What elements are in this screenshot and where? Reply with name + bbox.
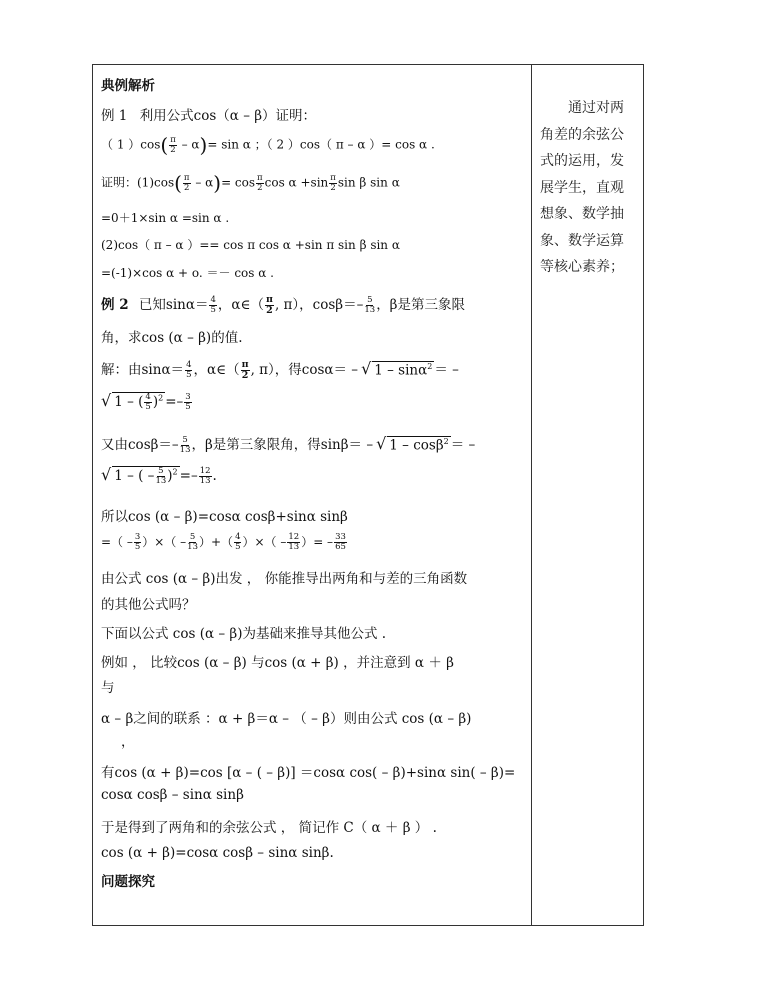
solution-line-6: =（ – $\frac{3}{5}$ ）×（ – $\frac{5}{13}$ ）+（ $\frac{4}{5}$ ）×（ – $\frac{12}{13}$ ）= – $\frac{33}{65}$ <box>101 532 346 552</box>
example-2-question-2: 角，求cos (α – β)的值. <box>101 330 243 346</box>
section-title: 典例解析 <box>101 78 155 94</box>
body-line-2: 的其他公式吗？ <box>101 597 196 613</box>
example-2-question-1: 例 2 已知sinα＝ $\frac{4}{5}$ ，α∈（ $\frac{\pi}{2}$ , π），cosβ＝– $\frac{5}{13}$ ，β是第三象限 <box>101 294 465 316</box>
lesson-table <box>92 64 644 926</box>
solution-line-2: √ 1 – ( $\frac{4}{5}$ )$^2$ =– $\frac{3}{5}$ <box>101 391 191 412</box>
body-line-4: 例如 ， 比较cos (α – β) 与cos (α + β) ，并注意到 α ＋ β <box>101 655 454 671</box>
body-line-5: 与 <box>101 680 115 696</box>
proof-line-3: (2)cos（ π – α ）== cos π cos α +sin π sin β sin α <box>101 238 400 252</box>
example-1-text: 利用公式cos（α – β）证明： <box>139 108 317 124</box>
body-line-9: cosα cosβ – sinα sinβ <box>101 787 244 803</box>
body-line-7: ， <box>121 734 135 750</box>
solution-line-5: 所以cos (α – β)=cosα cosβ+sinα sinβ <box>101 509 348 525</box>
body-line-3: 下面以公式 cos (α – β)为基础来推导其他公式 . <box>101 626 387 642</box>
example-1-heading <box>101 104 316 124</box>
body-line-8: 有cos (α + β)=cos [α – ( – β)] ＝cosα cos( – β)+sinα sin( – β)= <box>101 765 516 781</box>
body-line-10: 于是得到了两角和的余弦公式 ， 简记作 C（ α ＋ β ） . <box>101 820 437 836</box>
example-1-label: 例 1 <box>101 108 128 124</box>
body-line-1: 由公式 cos (α – β)出发 ， 你能推导出两角和与差的三角函数 <box>101 571 468 587</box>
section-heading: 问题探究 <box>101 874 155 890</box>
example-1-parts: （ 1 ）cos( $\frac{\pi}{2}$ – α)= sin α ；（ 2 ）cos（ π – α ）= cos α . <box>101 133 435 157</box>
column-divider <box>531 65 532 925</box>
solution-line-3: 又由cosβ＝– $\frac{5}{13}$ ，β是第三象限角，得sinβ＝ – √ 1 – cosβ$^2$ ＝ – <box>101 434 476 455</box>
proof-line-1: 证明：(1)cos( $\frac{\pi}{2}$ – α)= cos $\frac{\pi}{2}$ cos α +sin $\frac{\pi}{2}$ sin β sin α <box>101 171 400 195</box>
proof-line-4: =(-1)×cos α + o. ＝－ cos α . <box>101 266 274 280</box>
solution-line-1: 解：由sinα＝ $\frac{4}{5}$ ，α∈（ $\frac{\pi}{2}$ , π），得cosα＝ – √ 1 – sinα$^2$ ＝ – <box>101 359 459 381</box>
body-line-6: α – β之间的联系 ：α + β＝α – （ – β）则由公式 cos (α – β) <box>101 711 472 727</box>
proof-line-2: =0＋1×sin α =sin α . <box>101 211 230 225</box>
solution-line-4: √ 1 – ( – $\frac{5}{13}$ )$^2$ =– $\frac{12}{13}$ . <box>101 465 217 486</box>
body-line-11: cos (α + β)=cosα cosβ – sinα sinβ. <box>101 845 334 861</box>
side-note: 通过对两角差的余弦公式的运用，发展学生，直观想象、数学抽象、数学运算等核心素养； <box>540 100 624 275</box>
